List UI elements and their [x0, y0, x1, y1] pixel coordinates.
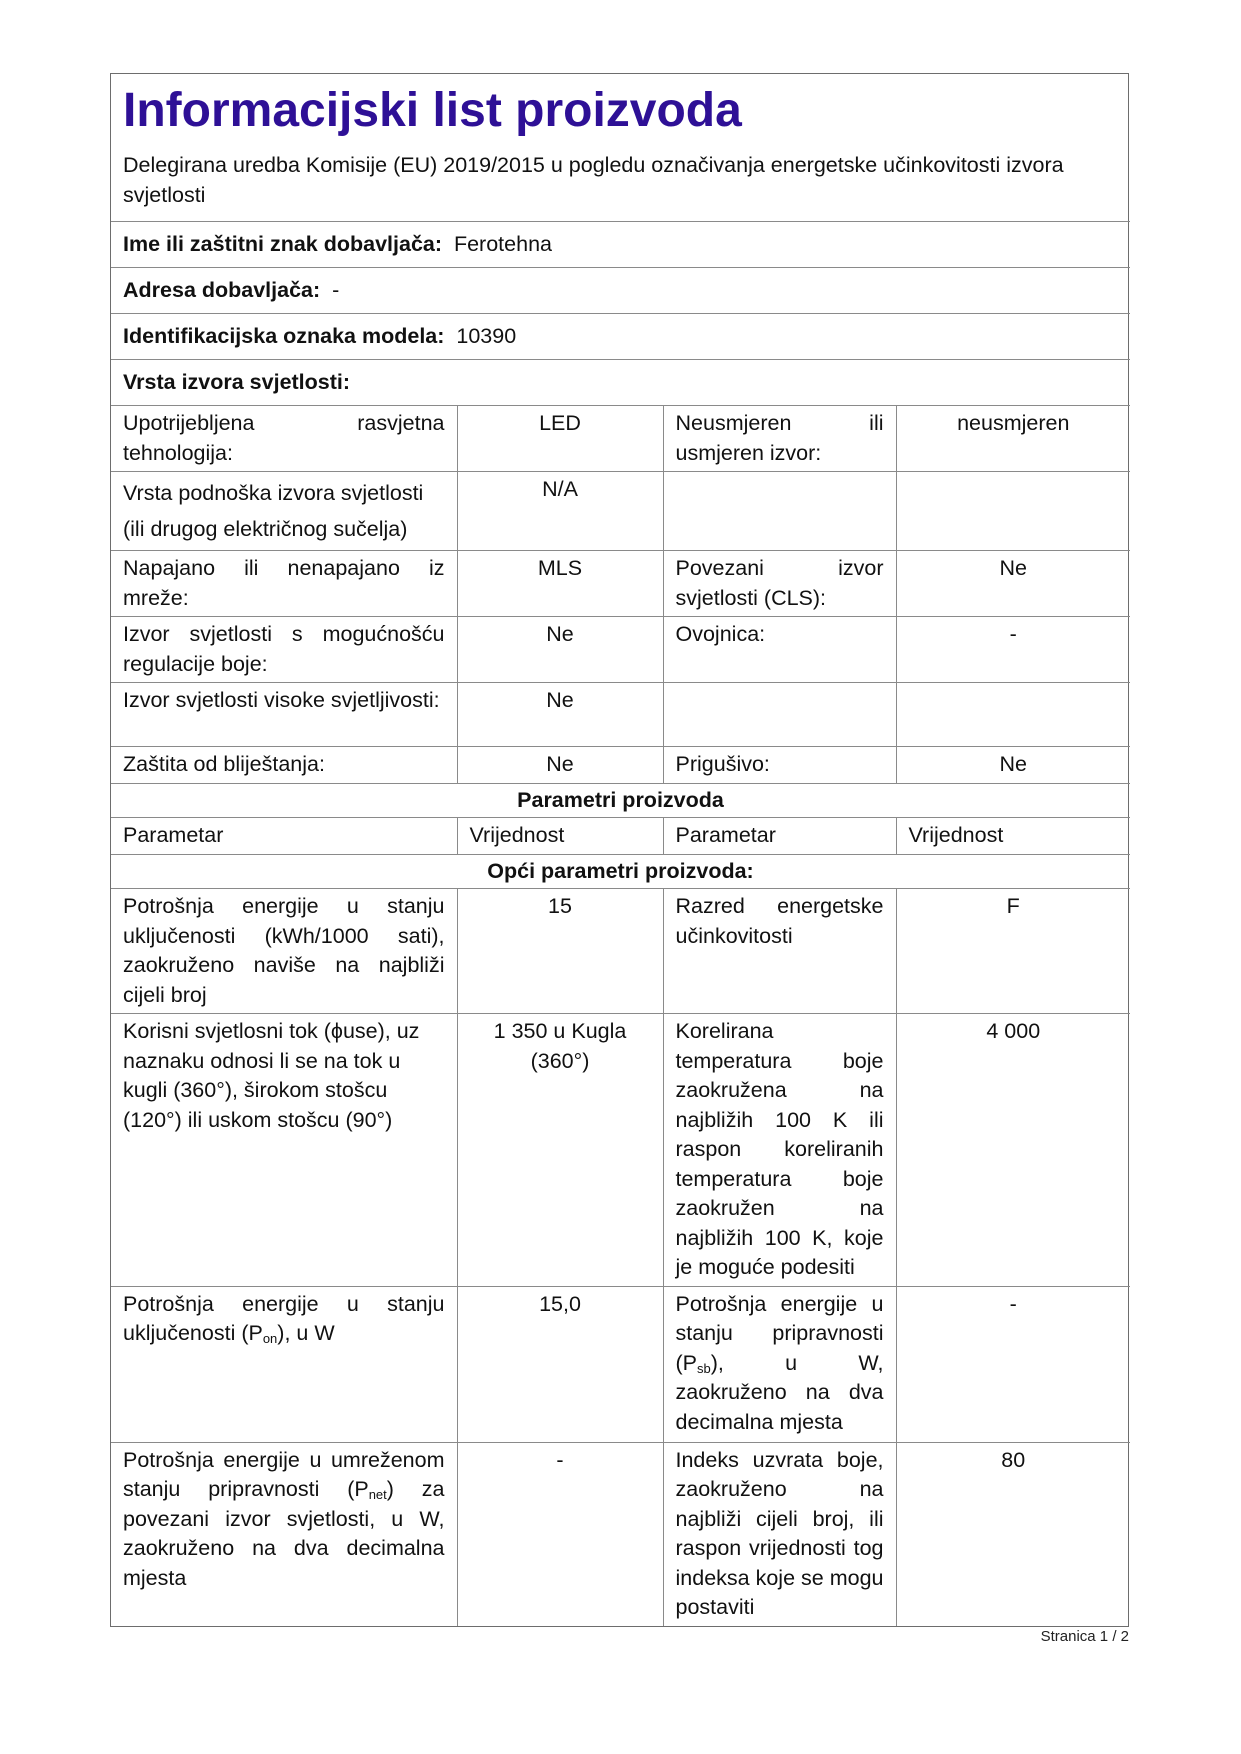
light-source-type-row: [111, 360, 1130, 406]
param-label: [663, 1286, 896, 1442]
param-value: Ne: [457, 747, 663, 784]
param-value: -: [457, 1442, 663, 1626]
column-header-parameter: Parametar: [111, 818, 457, 855]
param-label: Prigušivo:: [663, 747, 896, 784]
param-value: -: [896, 617, 1130, 683]
model-id-value: 10390: [456, 323, 517, 348]
light-source-row: [111, 406, 1130, 472]
supplier-address-label: Adresa dobavljača:: [123, 277, 321, 302]
supplier-name-cell: [111, 222, 1130, 268]
param-value: 4 000: [896, 1014, 1130, 1287]
supplier-name-value: Ferotehna: [453, 231, 552, 256]
parameter-row: [111, 1014, 1130, 1287]
param-label: Zaštita od bliještanja:: [111, 747, 457, 784]
supplier-address-cell: [111, 268, 1130, 314]
supplier-address-value: -: [332, 277, 340, 302]
param-label: Upotrijebljena rasvjetna tehnologija:: [111, 406, 457, 472]
param-label-text: ), u W, zaokruženo na dva decimalna mjesta: [675, 1350, 884, 1434]
param-value: Ne: [896, 551, 1130, 617]
param-value: Ne: [457, 683, 663, 747]
param-value: 15,0: [457, 1286, 663, 1442]
parameter-row: [111, 889, 1130, 1014]
light-source-row: [111, 747, 1130, 784]
param-value: [896, 472, 1130, 551]
param-label: Izvor svjetlosti visoke svjetljivosti:: [111, 683, 457, 747]
param-label: Korelirana temperatura boje zaokružena na najbližih 100 K ili raspon koreliranih temperatura boje zaokružen na najbližih 100 K, koje je moguće podesiti: [663, 1014, 896, 1287]
title-row: [111, 74, 1130, 222]
subscript: net: [368, 1487, 387, 1502]
model-id-row: [111, 314, 1130, 360]
param-label: Korisni svjetlosni tok (ϕuse), uz naznaku odnosi li se na tok u kugli (360°), širokom stošcu (120°) ili uskom stošcu (90°): [111, 1014, 457, 1287]
supplier-name-row: [111, 222, 1130, 268]
param-label: [111, 1286, 457, 1442]
column-header-value: Vrijednost: [457, 818, 663, 855]
light-source-type-label: Vrsta izvora svjetlosti:: [111, 360, 1130, 406]
model-id-cell: [111, 314, 1130, 360]
general-parameters-section-row: [111, 854, 1130, 889]
param-label: Indeks uzvrata boje, zaokruženo na najbliži cijeli broj, ili raspon vrijednosti tog indeksa koje se mogu postaviti: [663, 1442, 896, 1626]
param-value: F: [896, 889, 1130, 1014]
param-value: neusmjeren: [896, 406, 1130, 472]
subscript: on: [262, 1331, 278, 1346]
parameter-row: [111, 1442, 1130, 1626]
param-label: Napajano ili nenapajano iz mreže:: [111, 551, 457, 617]
product-information-sheet: [110, 73, 1129, 1627]
param-label: [663, 472, 896, 551]
param-label-text: Potrošnja energije u stanju pripravnosti (P: [675, 1291, 884, 1375]
info-table: [111, 74, 1130, 1626]
page-number: Stranica 1 / 2: [1040, 1628, 1129, 1645]
parameter-row: [111, 1286, 1130, 1442]
param-value: LED: [457, 406, 663, 472]
light-source-row: [111, 551, 1130, 617]
regulation-subtitle: Delegirana uredba Komisije (EU) 2019/2015 u pogledu označivanja energetske učinkovitosti izvora svjetlosti: [123, 153, 1064, 207]
page-title: Informacijski list proizvoda: [123, 84, 742, 137]
param-label: Neusmjeren ili usmjeren izvor:: [663, 406, 896, 472]
title-cell: [111, 74, 1130, 222]
product-parameters-heading: Parametri proizvoda: [111, 783, 1130, 818]
param-label-text: ), u W: [277, 1321, 335, 1345]
param-value: [896, 683, 1130, 747]
param-value: 80: [896, 1442, 1130, 1626]
param-value: 1 350 u Kugla (360°): [457, 1014, 663, 1287]
param-label: Ovojnica:: [663, 617, 896, 683]
column-header-parameter: Parametar: [663, 818, 896, 855]
param-label: Izvor svjetlosti s mogućnošću regulacije boje:: [111, 617, 457, 683]
param-value: Ne: [457, 617, 663, 683]
supplier-name-label: Ime ili zaštitni znak dobavljača:: [123, 231, 443, 256]
param-label: Povezani izvor svjetlosti (CLS):: [663, 551, 896, 617]
parameters-header-row: [111, 818, 1130, 855]
param-label-text: ) za povezani izvor svjetlosti, u W, zaokruženo na dva decimalna mjesta: [123, 1477, 445, 1590]
general-parameters-heading: Opći parametri proizvoda:: [111, 854, 1130, 889]
param-label-text: Potrošnja energije u stanju uključenosti (P: [123, 1291, 445, 1345]
light-source-row: [111, 683, 1130, 747]
param-value: MLS: [457, 551, 663, 617]
param-value: N/A: [457, 472, 663, 551]
model-id-label: Identifikacijska oznaka modela:: [123, 323, 445, 348]
param-value: -: [896, 1286, 1130, 1442]
param-label: Razred energetske učinkovitosti: [663, 889, 896, 1014]
subscript: sb: [697, 1360, 711, 1376]
supplier-address-row: [111, 268, 1130, 314]
product-parameters-section-row: [111, 783, 1130, 818]
column-header-value: Vrijednost: [896, 818, 1130, 855]
light-source-row: [111, 472, 1130, 551]
light-source-row: [111, 617, 1130, 683]
param-label: Potrošnja energije u stanju uključenosti (kWh/1000 sati), zaokruženo naviše na najbliži cijeli broj: [111, 889, 457, 1014]
param-label: [663, 683, 896, 747]
param-label: Vrsta podnoška izvora svjetlosti (ili drugog električnog sučelja): [111, 472, 457, 551]
param-value: Ne: [896, 747, 1130, 784]
param-label: [111, 1442, 457, 1626]
param-value: 15: [457, 889, 663, 1014]
param-label-text: Potrošnja energije u umreženom stanju pripravnosti (P: [123, 1447, 445, 1501]
